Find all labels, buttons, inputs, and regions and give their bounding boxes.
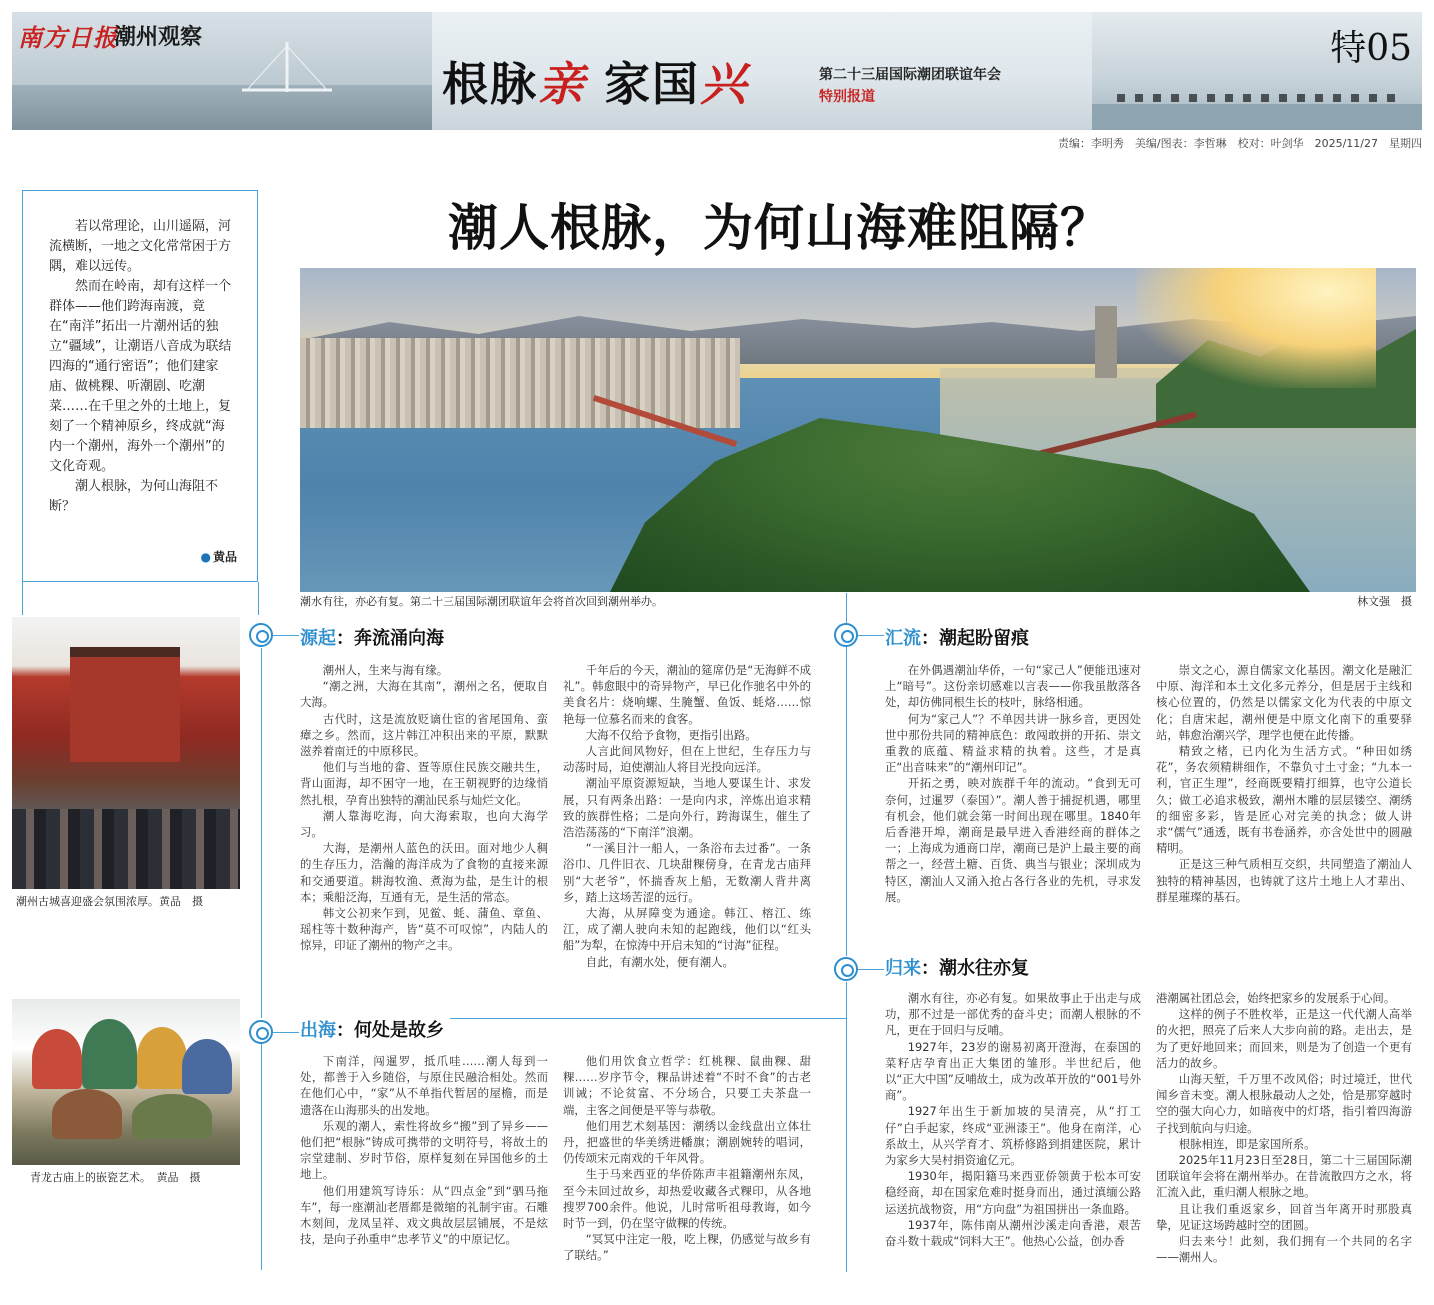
section-name: 潮州观察 (114, 25, 203, 50)
special-report-label: 特别报道 (819, 89, 875, 105)
paragraph: “一溪目汁一船人，一条浴布去过番”。一条浴巾、几件旧衣、几块甜粿傍身，在青龙古庙拜别“大老爷”，怀揣香灰上船，无数潮人背井离乡，踏上这场苦涩的远行。 (563, 841, 811, 904)
paragraph: 1927年出生于新加坡的吴清亮，从“打工仔”白手起家，终成“亚洲漆王”。他身在南洋，心系故土，从兴学育才、筑桥修路到捐建医院，累计为家乡大吴村捐资逾亿元。 (885, 1104, 1141, 1168)
section-heading-return: 归来：潮水往亦复 (885, 954, 1035, 980)
editor-credits: 责编：李明秀 美编/图表：李哲琳 校对：叶剑华 2025/11/27 星期四 (1057, 137, 1422, 150)
divider (846, 646, 847, 956)
paragraph: 他们与当地的畲、疍等原住民族交融共生，背山面海，却不困守一地，在王朝视野的边缘悄然扎根，孕育出独特的潮汕民系与灿烂文化。 (300, 760, 548, 807)
paragraph: 归去来兮！此刻，我们拥有一个共同的名字——潮州人。 (1156, 1234, 1412, 1265)
divider (273, 1032, 299, 1033)
section-marker-icon (249, 623, 273, 647)
divider (258, 582, 259, 615)
photo-caption: 青龙古庙上的嵌瓷艺术。 黄品 摄 (30, 1171, 201, 1184)
paragraph: 大海，从屏障变为通途。韩江、榕江、练江，成了潮人驶向未知的起跑线，他们以“红头船”为犁，在惊涛中开启未知的“讨海”征程。 (563, 906, 811, 953)
paragraph: 山海天堑，千万里不改风俗；时过境迁，世代闻乡音未变。潮人根脉最动人之处，恰是那穿越时空的强大向心力，如暗夜中的灯塔，指引着四海游子找到航向与归途。 (1156, 1072, 1412, 1135)
section-heading-origin: 源起：奔流涌向海 (300, 624, 450, 650)
section-marker-icon (249, 1020, 273, 1044)
intro-paragraph: 潮人根脉，为何山海阻不断？ (49, 479, 219, 514)
paragraph: 千年后的今天，潮汕的筵席仍是“无海鲜不成礼”。韩愈眼中的奇异物产，早已化作驰名中外的美食名片：烧响螺、生腌蟹、鱼饭、蚝烙……惊艳每一位慕名而来的食客。 (563, 663, 811, 726)
ancient-city-photo (12, 617, 240, 889)
page-title: 潮人根脉，为何山海难阻隔？ (448, 198, 1111, 257)
main-photo-caption: 潮水有往，亦必有复。第二十三届国际潮团联谊年会将首次回到潮州举办。 (300, 595, 663, 608)
paragraph: 大海，是潮州人蓝色的沃田。面对地少人稠的生存压力，浩瀚的海洋成为了食物的直接来源和交通要道。耕海牧渔、煮海为盐，是生计的根本；乘船泛海，互通有无，是生活的常态。 (300, 841, 548, 904)
paragraph: 人言此间风物好，但在上世纪，生存压力与动荡时局，迫使潮汕人将目光投向远洋。 (563, 744, 811, 775)
paragraph: 乐观的潮人，索性将故乡“搬”到了异乡——他们把“根脉”铸成可携带的文明符号，将故土的宗堂建制、岁时节俗，原样复刻在异国他乡的土地上。 (300, 1118, 548, 1182)
paragraph: 1927年，23岁的谢易初离开澄海，在泰国的菜籽店孕育出正大集团的雏形。半世纪后，他以“正大中国”反哺故土，成为改革开放的“001号外商”。 (885, 1039, 1141, 1103)
divider (846, 982, 847, 1272)
section-heading-voyage: 出海：何处是故乡 (300, 1016, 450, 1042)
archway-illustration (70, 647, 180, 762)
paragraph: “潮之洲，大海在其南”，潮州之名，便取自大海。 (300, 679, 548, 710)
photo-caption: 潮州古城喜迎盛会氛围浓厚。黄品 摄 (16, 895, 203, 908)
paragraph: 在外偶遇潮汕华侨，一句“家己人”便能迅速对上“暗号”。这份亲切感难以言表——你我虽散落各处，却仿佛同根生长的枝叶，脉络相通。 (885, 663, 1141, 710)
article-column (885, 662, 1141, 905)
special-banner: 根脉亲 家国兴 (442, 57, 749, 111)
main-photo-credit: 林文强 摄 (1357, 595, 1412, 608)
section-heading-confluence: 汇流：潮起盼留痕 (885, 624, 1035, 650)
article-column (300, 1053, 548, 1247)
divider (261, 648, 262, 1018)
paragraph: 潮水有往，亦必有复。如果故事止于出走与成功，那不过是一部优秀的奋斗史；而潮人根脉的不凡，更在于回归与反哺。 (885, 991, 1141, 1038)
paragraph: 1937年，陈伟南从潮州沙溪走向香港，艰苦奋斗数十载成“饲料大王”。他热心公益，创办香 (885, 1217, 1141, 1249)
divider (273, 635, 299, 636)
article-column (563, 662, 811, 970)
event-name: 第二十三届国际潮团联谊年会 (819, 67, 1001, 83)
paragraph: 他们用饮食立哲学：红桃粿、鼠曲粿、甜粿……岁序节令，粿品讲述着“不时不食”的古老训诫；不论贫富、不分场合，只要工夫茶盘一端，主客之间便是平等与恭敬。 (563, 1054, 811, 1117)
paragraph: 港潮属社团总会，始终把家乡的发展系于心间。 (1156, 991, 1396, 1005)
paragraph: 古代时，这是流放贬谪仕宦的省尾国角、蛮瘴之乡。然而，这片韩江冲积出来的平原，默默滋养着南迁的中原移民。 (300, 711, 548, 759)
article-column (885, 990, 1141, 1249)
article-column (563, 1053, 811, 1264)
divider (261, 1040, 262, 1270)
paragraph: 开拓之勇，映对族群千年的流动。“食到无可奈何，过暹罗（泰国）”。潮人善于捕捉机遇，哪里有机会，他们就会第一时间出现在哪里。1840年后香港开埠，潮商是最早进入香港经商的群体之一；上海成为通商口岸，潮商已是沪上最主要的商帮之一，经营土糖、百货、典当与银业；深圳成为特区，潮汕人又涌入抢占各行各业的先机，寻求发展。 (885, 776, 1141, 904)
intro-paragraph: 然而在岭南，却有这样一个群体——他们跨海南渡，竟在“南洋”拓出一片潮州话的独立“疆域”，让潮语八音成为联结四海的“通行密语”；他们建家庙、做桃粿、听潮剧、吃潮菜……在千里之外的土地上，复刻了一个精神原乡，终成就“海内一个潮州，海外一个潮州”的文化奇观。 (49, 279, 232, 474)
paragraph: 根脉相连，即是家国所系。 (1178, 1136, 1316, 1151)
paragraph: “冥冥中注定一般，吃上粿，仍感觉与故乡有了联结。” (563, 1232, 811, 1263)
divider (858, 635, 884, 636)
paragraph: 他们用艺术刻基因：潮绣以金线盘出立体壮丹，把盛世的华美绣进幡旗；潮剧婉转的唱词，仍传颂宋元南戏的千年风骨。 (563, 1118, 811, 1166)
page-number: 特05 (1330, 28, 1412, 69)
paragraph: 崇文之心，源自儒家文化基因。潮文化是融汇中原、海洋和本土文化多元养分，但是居于主线和核心位置的，仍然是以儒家文化为代表的中原文化；自唐宋起，潮州便是中原文化南下的重要驿站，韩愈治潮兴学，理学也便在此传播。 (1156, 663, 1412, 742)
chaozhou-river-photo (300, 268, 1416, 592)
masthead (12, 12, 1422, 130)
paragraph: 这样的例子不胜枚举，正是这一代代潮人高举的火把，照亮了后来人大步向前的路。走出去，是为了更好地回来；而回来，则是为了创造一个更有活力的故乡。 (1156, 1007, 1412, 1070)
paragraph: 精致之楮，已内化为生活方式。“种田如绣花”，务农须精耕细作，不靠负寸土寸金；“九本一利，官正生理”，经商既要精打细算，也守公道长久；做工必追求极致，潮州木雕的层层镂空、潮绣的细密多彩，皆是匠心对完美的执念；做人讲求“儒气”通透，既有书卷涵养，亦含处世中的圆融精明。 (1156, 744, 1412, 856)
intro-author: ● 黄品 (201, 548, 238, 565)
porcelain-inlay-photo (12, 999, 240, 1165)
newspaper-logo: 南方日报 (18, 23, 118, 52)
paragraph: 大海不仅给予食物，更指引出路。 (585, 727, 757, 742)
section-marker-icon (834, 623, 858, 647)
article-column (1156, 662, 1412, 905)
crowd-illustration (12, 809, 240, 889)
paragraph: 潮人靠海吃海，向大海索取，也向大海学习。 (300, 808, 548, 840)
section-marker-icon (834, 957, 858, 981)
intro-box (22, 190, 258, 582)
article-column (1156, 990, 1412, 1265)
paragraph: 何为“家己人”？不单因共讲一脉乡音，更因处世中那份共同的精神底色：敢闯敢拼的开拓、崇文重教的底蕴、精益求精的执着。这些，才是真正“出音味来”的“潮州印记”。 (885, 711, 1141, 775)
paragraph: 潮州人，生来与海有缘。 (322, 663, 449, 677)
intro-paragraph: 若以常理论，山川遥隔，河流横断，一地之文化常常困于方隅，难以远传。 (49, 219, 232, 274)
paragraph: 且让我们重返家乡，回首当年离开时那股真挚，见证这场跨越时空的团圆。 (1156, 1201, 1412, 1232)
paragraph: 正是这三种气质相互交织，共同塑造了潮汕人独特的精神基因，也铸就了这片土地上人才辈出、群星璀璨的基石。 (1156, 857, 1412, 904)
paragraph: 1930年，揭阳籍马来西亚侨领黄于松本可安稳经商，却在国家危难时挺身而出，通过滇缅公路运送抗战物资，用“方向盘”为祖国拼出一条血路。 (885, 1169, 1141, 1216)
article-column (300, 662, 548, 954)
paragraph: 下南洋，闯暹罗，抵爪哇……潮人每到一处，都善于入乡随俗，与原住民融洽相处。然而在他们心中，“家”从不单指代暂居的屋檐，而是遗落在山海那头的出发地。 (300, 1054, 548, 1117)
bridge-illustration (242, 42, 332, 102)
divider (858, 969, 884, 970)
paragraph: 自此，有潮水处，便有潮人。 (585, 954, 734, 969)
divider (22, 582, 23, 615)
paragraph: 韩文公初来乍到，见鲎、蚝、蒲鱼、章鱼、瑶柱等十数种海产，皆“莫不可叹惊”，内陆人的惊异，印证了潮州的物产之丰。 (300, 906, 548, 953)
paragraph: 潮汕平原资源短缺，当地人要谋生计、求发展，只有两条出路：一是向内求，淬炼出追求精致的族群性格；二是向外行，跨海谋生，催生了浩浩荡荡的“下南洋”浪潮。 (563, 776, 811, 840)
paragraph: 生于马来西亚的华侨陈声丰祖籍潮州东凤，至今未回过故乡，却热爱收藏各式粿印，从各地搜罗700余件。他说，儿时常听祖母教诲，如今时节一到，仍在坚守做粿的传统。 (563, 1167, 811, 1231)
paragraph: 他们用建筑写诗乐：从“四点金”到“驷马拖车”，每一座潮汕老厝都是微缩的礼制宇宙。石雕木刻间，龙凤呈祥、戏文典故层层铺展，不是炫技，是向子孙重申“忠孝节义”的中原记忆。 (300, 1183, 548, 1247)
paragraph: 2025年11月23日至28日，第二十三届国际潮团联谊年会将在潮州举办。在昔流散四方之水，将汇流入此，重归潮人根脉之地。 (1156, 1153, 1412, 1200)
